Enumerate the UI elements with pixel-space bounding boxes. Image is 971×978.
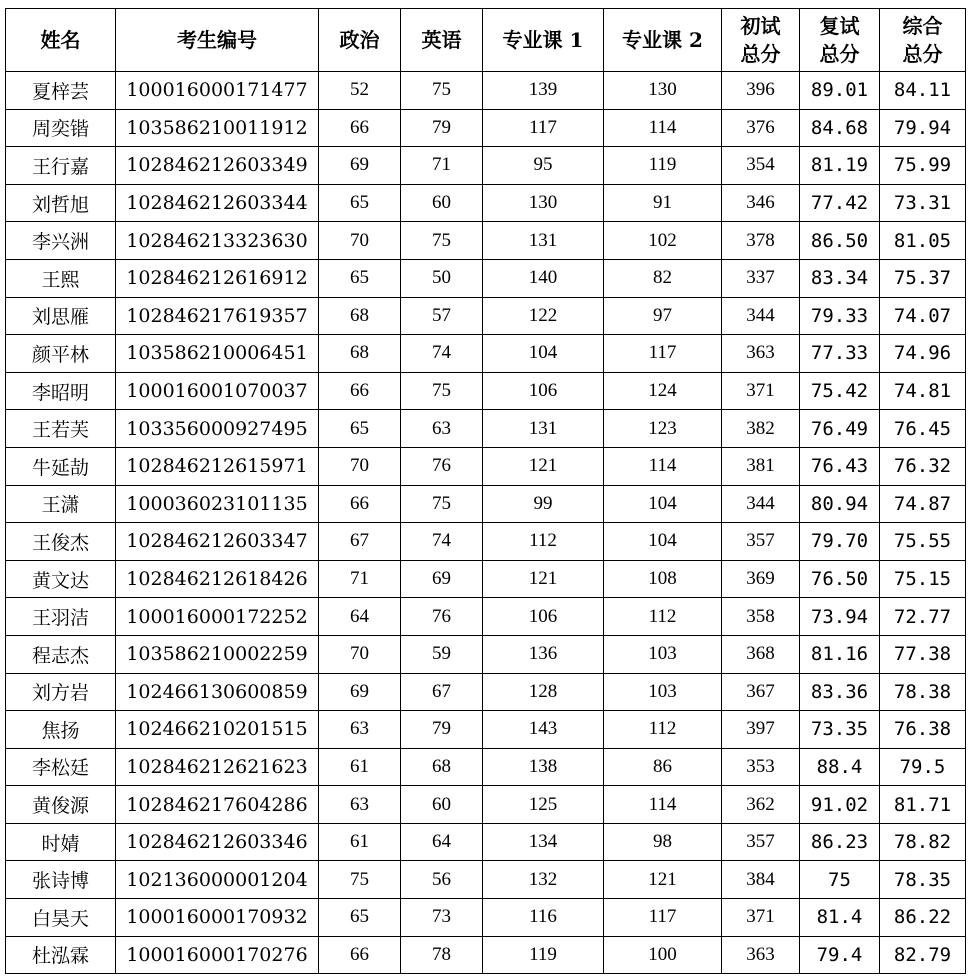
cell-overall-total: 76.32	[880, 447, 966, 485]
cell-major1: 106	[483, 372, 604, 410]
cell-initial-total: 381	[722, 447, 800, 485]
table-row	[6, 222, 966, 260]
cell-name: 牛延劼	[6, 447, 116, 485]
cell-english: 75	[401, 222, 483, 260]
cell-exam-id: 102846212603349	[116, 147, 319, 185]
cell-major2: 112	[604, 711, 722, 749]
cell-politics: 69	[319, 673, 401, 711]
table-row	[6, 109, 966, 147]
cell-major2: 100	[604, 936, 722, 974]
cell-major1: 143	[483, 711, 604, 749]
cell-exam-id: 102846212621623	[116, 748, 319, 786]
cell-retest-total: 86.23	[800, 823, 880, 861]
cell-name: 白昊天	[6, 899, 116, 937]
cell-retest-total: 86.50	[800, 222, 880, 260]
cell-politics: 63	[319, 711, 401, 749]
cell-major2: 97	[604, 297, 722, 335]
table-row	[6, 673, 966, 711]
cell-name: 周奕锴	[6, 109, 116, 147]
cell-politics: 64	[319, 598, 401, 636]
cell-politics: 63	[319, 786, 401, 824]
cell-major1: 112	[483, 523, 604, 561]
cell-english: 75	[401, 372, 483, 410]
cell-initial-total: 371	[722, 372, 800, 410]
cell-english: 71	[401, 147, 483, 185]
cell-major2: 124	[604, 372, 722, 410]
cell-retest-total: 76.50	[800, 560, 880, 598]
cell-name: 王行嘉	[6, 147, 116, 185]
cell-overall-total: 76.45	[880, 410, 966, 448]
cell-exam-id: 102846217619357	[116, 297, 319, 335]
cell-initial-total: 368	[722, 635, 800, 673]
cell-major2: 123	[604, 410, 722, 448]
cell-name: 王潇	[6, 485, 116, 523]
cell-exam-id: 102846212616912	[116, 259, 319, 297]
cell-exam-id: 100016000172252	[116, 598, 319, 636]
cell-overall-total: 81.05	[880, 222, 966, 260]
cell-major1: 132	[483, 861, 604, 899]
cell-exam-id: 102846212603347	[116, 523, 319, 561]
cell-name: 程志杰	[6, 635, 116, 673]
cell-initial-total: 354	[722, 147, 800, 185]
cell-exam-id: 103586210002259	[116, 635, 319, 673]
cell-overall-total: 86.22	[880, 899, 966, 937]
cell-english: 78	[401, 936, 483, 974]
cell-english: 75	[401, 72, 483, 110]
cell-english: 57	[401, 297, 483, 335]
header-retest-line2: 总分	[819, 42, 860, 66]
cell-retest-total: 81.19	[800, 147, 880, 185]
cell-english: 64	[401, 823, 483, 861]
cell-name: 刘思雁	[6, 297, 116, 335]
cell-retest-total: 84.68	[800, 109, 880, 147]
cell-name: 黄文达	[6, 560, 116, 598]
cell-initial-total: 358	[722, 598, 800, 636]
cell-major1: 104	[483, 335, 604, 373]
cell-name: 王俊杰	[6, 523, 116, 561]
cell-english: 73	[401, 899, 483, 937]
header-initial-line2: 总分	[740, 42, 781, 66]
cell-retest-total: 81.4	[800, 899, 880, 937]
cell-english: 74	[401, 335, 483, 373]
cell-retest-total: 75	[800, 861, 880, 899]
cell-exam-id: 102846213323630	[116, 222, 319, 260]
cell-politics: 66	[319, 372, 401, 410]
cell-overall-total: 74.07	[880, 297, 966, 335]
cell-politics: 61	[319, 748, 401, 786]
cell-initial-total: 396	[722, 72, 800, 110]
header-politics: 政治	[319, 9, 401, 72]
cell-exam-id: 102846212618426	[116, 560, 319, 598]
cell-retest-total: 83.36	[800, 673, 880, 711]
cell-name: 刘方岩	[6, 673, 116, 711]
cell-overall-total: 73.31	[880, 184, 966, 222]
cell-major2: 121	[604, 861, 722, 899]
table-row	[6, 372, 966, 410]
table-row	[6, 184, 966, 222]
cell-english: 74	[401, 523, 483, 561]
header-overall-total	[880, 9, 966, 72]
table-row	[6, 861, 966, 899]
cell-english: 59	[401, 635, 483, 673]
cell-overall-total: 79.94	[880, 109, 966, 147]
cell-politics: 65	[319, 899, 401, 937]
cell-english: 60	[401, 786, 483, 824]
cell-english: 79	[401, 711, 483, 749]
cell-retest-total: 76.49	[800, 410, 880, 448]
cell-exam-id: 102136000001204	[116, 861, 319, 899]
cell-major2: 108	[604, 560, 722, 598]
table-row	[6, 72, 966, 110]
cell-major1: 138	[483, 748, 604, 786]
cell-overall-total: 75.99	[880, 147, 966, 185]
cell-major2: 114	[604, 447, 722, 485]
cell-retest-total: 77.42	[800, 184, 880, 222]
cell-major2: 104	[604, 523, 722, 561]
cell-major2: 119	[604, 147, 722, 185]
table-row	[6, 259, 966, 297]
cell-exam-id: 100016000171477	[116, 72, 319, 110]
cell-initial-total: 376	[722, 109, 800, 147]
cell-exam-id: 102846217604286	[116, 786, 319, 824]
cell-name: 王羽洁	[6, 598, 116, 636]
cell-name: 李昭明	[6, 372, 116, 410]
cell-major2: 103	[604, 673, 722, 711]
cell-english: 60	[401, 184, 483, 222]
cell-name: 黄俊源	[6, 786, 116, 824]
cell-name: 夏梓芸	[6, 72, 116, 110]
cell-initial-total: 371	[722, 899, 800, 937]
cell-english: 69	[401, 560, 483, 598]
cell-politics: 61	[319, 823, 401, 861]
table-row	[6, 635, 966, 673]
cell-overall-total: 81.71	[880, 786, 966, 824]
cell-major2: 103	[604, 635, 722, 673]
cell-initial-total: 378	[722, 222, 800, 260]
cell-retest-total: 91.02	[800, 786, 880, 824]
header-english: 英语	[401, 9, 483, 72]
cell-name: 杜泓霖	[6, 936, 116, 974]
cell-major1: 134	[483, 823, 604, 861]
cell-overall-total: 84.11	[880, 72, 966, 110]
cell-politics: 65	[319, 259, 401, 297]
table-row	[6, 297, 966, 335]
cell-major1: 136	[483, 635, 604, 673]
cell-politics: 70	[319, 635, 401, 673]
header-row	[6, 9, 966, 72]
table-row	[6, 598, 966, 636]
cell-exam-id: 103356000927495	[116, 410, 319, 448]
cell-retest-total: 79.70	[800, 523, 880, 561]
cell-name: 张诗博	[6, 861, 116, 899]
cell-english: 76	[401, 447, 483, 485]
cell-english: 76	[401, 598, 483, 636]
cell-retest-total: 79.4	[800, 936, 880, 974]
cell-initial-total: 362	[722, 786, 800, 824]
cell-name: 王若芙	[6, 410, 116, 448]
cell-english: 75	[401, 485, 483, 523]
cell-major1: 116	[483, 899, 604, 937]
cell-major1: 119	[483, 936, 604, 974]
cell-exam-id: 100036023101135	[116, 485, 319, 523]
cell-exam-id: 102846212603346	[116, 823, 319, 861]
cell-retest-total: 76.43	[800, 447, 880, 485]
cell-politics: 70	[319, 447, 401, 485]
cell-major1: 130	[483, 184, 604, 222]
cell-initial-total: 353	[722, 748, 800, 786]
cell-name: 时婧	[6, 823, 116, 861]
cell-major2: 117	[604, 899, 722, 937]
cell-name: 刘哲旭	[6, 184, 116, 222]
table-row	[6, 936, 966, 974]
header-major1: 专业课 1	[483, 9, 604, 72]
cell-initial-total: 369	[722, 560, 800, 598]
cell-major1: 125	[483, 786, 604, 824]
cell-overall-total: 79.5	[880, 748, 966, 786]
cell-major1: 140	[483, 259, 604, 297]
cell-overall-total: 76.38	[880, 711, 966, 749]
cell-overall-total: 74.81	[880, 372, 966, 410]
cell-exam-id: 103586210006451	[116, 335, 319, 373]
cell-major1: 128	[483, 673, 604, 711]
cell-retest-total: 73.35	[800, 711, 880, 749]
cell-major2: 86	[604, 748, 722, 786]
cell-major1: 106	[483, 598, 604, 636]
table-body	[6, 72, 966, 974]
cell-initial-total: 344	[722, 485, 800, 523]
cell-politics: 65	[319, 184, 401, 222]
cell-politics: 75	[319, 861, 401, 899]
cell-major2: 114	[604, 786, 722, 824]
cell-major2: 117	[604, 335, 722, 373]
cell-exam-id: 102466130600859	[116, 673, 319, 711]
cell-exam-id: 100016000170932	[116, 899, 319, 937]
cell-major2: 104	[604, 485, 722, 523]
header-overall-line1: 综合	[902, 14, 943, 38]
cell-exam-id: 103586210011912	[116, 109, 319, 147]
table-row	[6, 711, 966, 749]
cell-initial-total: 397	[722, 711, 800, 749]
cell-major2: 102	[604, 222, 722, 260]
table-row	[6, 523, 966, 561]
cell-major1: 117	[483, 109, 604, 147]
cell-politics: 67	[319, 523, 401, 561]
cell-overall-total: 74.87	[880, 485, 966, 523]
cell-major1: 95	[483, 147, 604, 185]
header-retest-line1: 复试	[819, 14, 860, 38]
cell-initial-total: 363	[722, 936, 800, 974]
cell-initial-total: 337	[722, 259, 800, 297]
cell-initial-total: 346	[722, 184, 800, 222]
cell-name: 李松廷	[6, 748, 116, 786]
cell-exam-id: 102846212603344	[116, 184, 319, 222]
header-initial-line1: 初试	[740, 14, 781, 38]
header-initial-total	[722, 9, 800, 72]
cell-exam-id: 100016000170276	[116, 936, 319, 974]
cell-politics: 68	[319, 335, 401, 373]
cell-english: 56	[401, 861, 483, 899]
cell-overall-total: 78.38	[880, 673, 966, 711]
table-row	[6, 899, 966, 937]
cell-overall-total: 78.35	[880, 861, 966, 899]
cell-english: 79	[401, 109, 483, 147]
cell-major2: 91	[604, 184, 722, 222]
cell-retest-total: 89.01	[800, 72, 880, 110]
cell-politics: 65	[319, 410, 401, 448]
cell-politics: 69	[319, 147, 401, 185]
cell-major1: 131	[483, 222, 604, 260]
cell-overall-total: 82.79	[880, 936, 966, 974]
cell-major1: 122	[483, 297, 604, 335]
header-retest-total	[800, 9, 880, 72]
cell-major1: 121	[483, 447, 604, 485]
cell-politics: 66	[319, 109, 401, 147]
cell-politics: 52	[319, 72, 401, 110]
header-id: 考生编号	[116, 9, 319, 72]
table-row	[6, 823, 966, 861]
cell-exam-id: 100016001070037	[116, 372, 319, 410]
cell-politics: 70	[319, 222, 401, 260]
cell-politics: 66	[319, 936, 401, 974]
table-row	[6, 560, 966, 598]
cell-english: 67	[401, 673, 483, 711]
cell-major1: 121	[483, 560, 604, 598]
cell-overall-total: 75.55	[880, 523, 966, 561]
table-row	[6, 786, 966, 824]
score-table	[5, 8, 966, 974]
cell-major1: 131	[483, 410, 604, 448]
cell-major1: 139	[483, 72, 604, 110]
cell-retest-total: 80.94	[800, 485, 880, 523]
cell-overall-total: 75.37	[880, 259, 966, 297]
cell-retest-total: 83.34	[800, 259, 880, 297]
cell-english: 68	[401, 748, 483, 786]
table-row	[6, 748, 966, 786]
header-major2: 专业课 2	[604, 9, 722, 72]
cell-initial-total: 363	[722, 335, 800, 373]
cell-major1: 99	[483, 485, 604, 523]
cell-major2: 82	[604, 259, 722, 297]
cell-retest-total: 88.4	[800, 748, 880, 786]
cell-major2: 112	[604, 598, 722, 636]
cell-overall-total: 74.96	[880, 335, 966, 373]
cell-initial-total: 344	[722, 297, 800, 335]
cell-retest-total: 77.33	[800, 335, 880, 373]
cell-initial-total: 382	[722, 410, 800, 448]
cell-exam-id: 102466210201515	[116, 711, 319, 749]
cell-retest-total: 81.16	[800, 635, 880, 673]
cell-politics: 68	[319, 297, 401, 335]
cell-exam-id: 102846212615971	[116, 447, 319, 485]
cell-english: 63	[401, 410, 483, 448]
cell-initial-total: 357	[722, 523, 800, 561]
cell-initial-total: 367	[722, 673, 800, 711]
cell-name: 王熙	[6, 259, 116, 297]
cell-politics: 66	[319, 485, 401, 523]
cell-politics: 71	[319, 560, 401, 598]
table-row	[6, 447, 966, 485]
cell-major2: 130	[604, 72, 722, 110]
cell-english: 50	[401, 259, 483, 297]
cell-major2: 114	[604, 109, 722, 147]
header-name: 姓名	[6, 9, 116, 72]
cell-retest-total: 79.33	[800, 297, 880, 335]
cell-overall-total: 78.82	[880, 823, 966, 861]
cell-name: 李兴洲	[6, 222, 116, 260]
cell-retest-total: 75.42	[800, 372, 880, 410]
table-row	[6, 410, 966, 448]
table-row	[6, 485, 966, 523]
table-row	[6, 147, 966, 185]
cell-initial-total: 357	[722, 823, 800, 861]
cell-retest-total: 73.94	[800, 598, 880, 636]
cell-name: 焦扬	[6, 711, 116, 749]
header-overall-line2: 总分	[902, 42, 943, 66]
cell-overall-total: 77.38	[880, 635, 966, 673]
cell-overall-total: 75.15	[880, 560, 966, 598]
cell-overall-total: 72.77	[880, 598, 966, 636]
cell-major2: 98	[604, 823, 722, 861]
table-row	[6, 335, 966, 373]
cell-initial-total: 384	[722, 861, 800, 899]
cell-name: 颜平林	[6, 335, 116, 373]
